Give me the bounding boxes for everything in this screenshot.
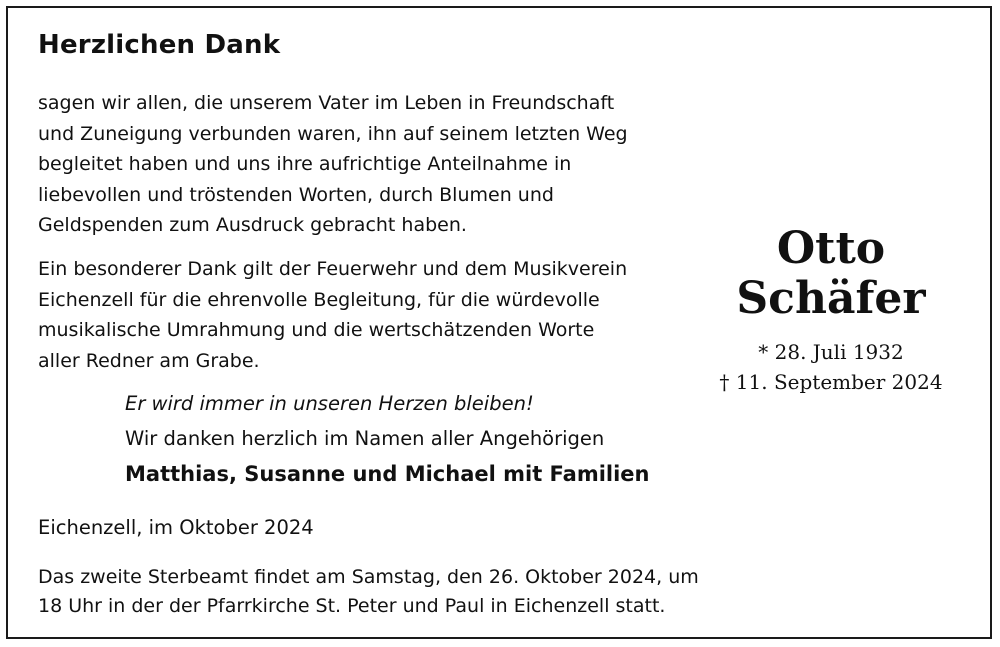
service-notice: [38, 563, 699, 621]
death-date: † 11. September 2024: [719, 370, 943, 394]
place-date: Eichenzell, im Oktober 2024: [38, 516, 314, 539]
paragraph-line: sagen wir allen, die unserem Vater im Leben in Freundschaft: [38, 92, 615, 114]
paragraph-line: liebevollen und tröstenden Worten, durch Blumen und: [38, 183, 554, 206]
birth-date: * 28. Juli 1932: [758, 340, 904, 364]
memorial-quote: Er wird immer in unseren Herzen bleiben!: [125, 392, 534, 415]
notice-line: Das zweite Sterbeamt findet am Samstag, den 26. Oktober 2024, um: [38, 566, 699, 588]
paragraph-line: Ein besonderer Dank gilt der Feuerwehr und dem Musikverein: [38, 258, 628, 280]
special-thanks-paragraph: [38, 254, 627, 376]
paragraph-line: und Zuneigung verbunden waren, ihn auf seinem letzten Weg: [38, 122, 628, 145]
heading: Herzlichen Dank: [38, 30, 281, 60]
deceased-first-name: Otto: [776, 223, 886, 274]
paragraph-line: begleitet haben und uns ihre aufrichtige Anteilnahme in: [38, 153, 572, 175]
paragraph-line: aller Redner am Grabe.: [38, 349, 260, 372]
paragraph-line: Eichenzell für die ehrenvolle Begleitung, für die würdevolle: [38, 288, 600, 311]
deceased-last-name: Schäfer: [736, 273, 926, 324]
thanks-paragraph: [38, 88, 628, 241]
family-names: Matthias, Susanne und Michael mit Familien: [125, 462, 650, 486]
thanks-line: Wir danken herzlich im Namen aller Angehörigen: [125, 427, 605, 450]
paragraph-line: Geldspenden zum Ausdruck gebracht haben.: [38, 214, 467, 236]
notice-line: 18 Uhr in der der Pfarrkirche St. Peter und Paul in Eichenzell statt.: [38, 595, 666, 617]
paragraph-line: musikalische Umrahmung und die wertschätzenden Worte: [38, 319, 595, 341]
